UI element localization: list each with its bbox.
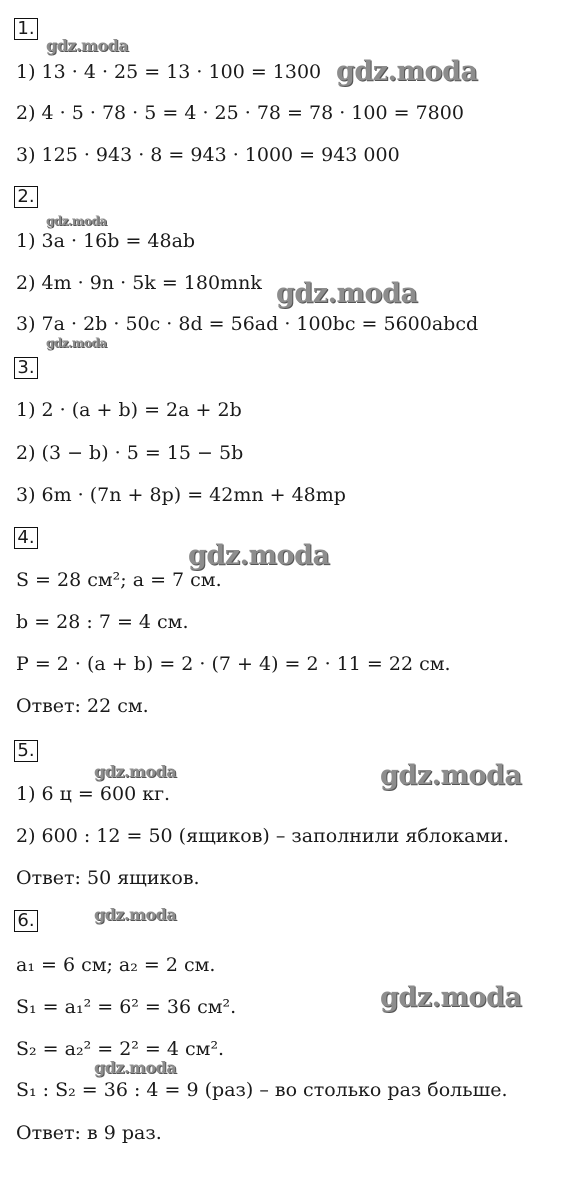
task-6-answer: Ответ: в 9 раз.: [16, 1122, 162, 1144]
task-4-number-text: 4.: [17, 527, 35, 548]
task-6-line-4: S₁ : S₂ = 36 : 4 = 9 (раз) – во столько раз больше.: [16, 1079, 508, 1101]
task-5-number-text: 5.: [17, 740, 35, 761]
task-2-number-text: 2.: [17, 186, 35, 207]
task-3-number-text: 3.: [17, 357, 35, 378]
task-5-line-1: 1) 6 ц = 600 кг.: [16, 783, 171, 805]
watermark: gdz.moda: [380, 982, 522, 1013]
task-6-line-3: S₂ = a₂² = 2² = 4 см².: [16, 1038, 225, 1060]
task-4-line-3: P = 2 · (a + b) = 2 · (7 + 4) = 2 · 11 = 22 см.: [16, 653, 451, 675]
task-2-line-3: 3) 7a · 2b · 50c · 8d = 56ad · 100bc = 5600abcd: [16, 313, 479, 335]
task-4-line-1: S = 28 см²; a = 7 см.: [16, 569, 222, 591]
task-5-number: [14, 740, 38, 762]
task-6-line-2: S₁ = a₁² = 6² = 36 см².: [16, 996, 237, 1018]
watermark: gdz.moda: [336, 56, 478, 87]
task-1-number: [14, 18, 38, 40]
task-4-line-2: b = 28 : 7 = 4 см.: [16, 611, 189, 633]
watermark: gdz.moda: [46, 36, 129, 55]
task-2-number: [14, 186, 38, 208]
task-1-line-2: 2) 4 · 5 · 78 · 5 = 4 · 25 · 78 = 78 · 100 = 7800: [16, 102, 464, 124]
task-6-number: [14, 910, 38, 932]
task-5-answer: Ответ: 50 ящиков.: [16, 867, 200, 889]
watermark: gdz.moda: [94, 905, 177, 924]
task-2-line-2: 2) 4m · 9n · 5k = 180mnk: [16, 272, 262, 294]
watermark: gdz.moda: [188, 540, 330, 571]
watermark: gdz.moda: [94, 1058, 177, 1077]
task-3-line-2: 2) (3 − b) · 5 = 15 − 5b: [16, 442, 244, 464]
task-6-line-1: a₁ = 6 см; a₂ = 2 см.: [16, 954, 216, 976]
task-3-line-3: 3) 6m · (7n + 8p) = 42mn + 48mp: [16, 484, 346, 506]
watermark: gdz.moda: [46, 336, 107, 350]
task-1-number-text: 1.: [17, 18, 35, 39]
task-3-number: [14, 357, 38, 379]
task-6-number-text: 6.: [17, 910, 35, 931]
task-3-line-1: 1) 2 · (a + b) = 2a + 2b: [16, 399, 242, 421]
watermark: gdz.moda: [46, 214, 107, 228]
task-4-answer: Ответ: 22 см.: [16, 695, 149, 717]
watermark: gdz.moda: [94, 762, 177, 781]
watermark: gdz.moda: [380, 760, 522, 791]
task-5-line-2: 2) 600 : 12 = 50 (ящиков) – заполнили яблоками.: [16, 825, 509, 847]
task-1-line-3: 3) 125 · 943 · 8 = 943 · 1000 = 943 000: [16, 144, 400, 166]
task-4-number: [14, 527, 38, 549]
watermark: gdz.moda: [276, 278, 418, 309]
task-2-line-1: 1) 3a · 16b = 48ab: [16, 230, 196, 252]
task-1-line-1: 1) 13 · 4 · 25 = 13 · 100 = 1300: [16, 61, 322, 83]
